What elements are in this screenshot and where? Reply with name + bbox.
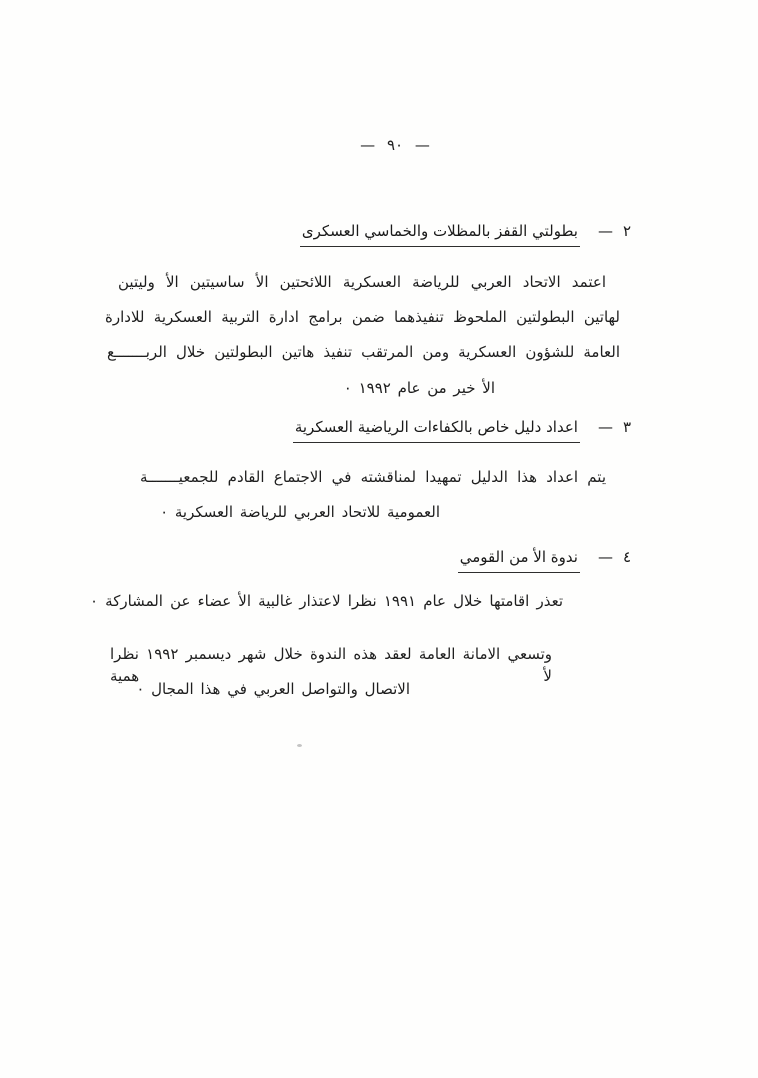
section-dash: — — [597, 418, 613, 436]
paragraph-line: الأ خير من عام ١٩٩٢ ٠ — [343, 379, 495, 397]
paragraph-line: لهاتين البطولتين الملحوظ تنفيذهما ضمن برامج ادارة التربية العسكرية للادارة — [105, 308, 620, 326]
section-heading-sports-guide — [293, 418, 631, 443]
paragraph-line: يتم اعداد هذا الدليل تمهيدا لمناقشته في الاجتماع القادم للجمعيـــــــة — [140, 468, 606, 486]
paragraph-line: العامة للشؤون العسكرية ومن المرتقب تنفيذ هاتين البطولتين خلال الربـــــــع — [107, 343, 620, 361]
section-number: ٤ — [622, 548, 631, 566]
section-number: ٣ — [622, 418, 631, 436]
section-dash: — — [597, 222, 613, 240]
paragraph-line: الاتصال والتواصل العربي في هذا المجال ٠ — [136, 680, 410, 698]
paragraph-line: وتسعي الامانة العامة لعقد هذه الندوة خلال شهر ديسمبر ١٩٩٢ نظرا لأ همية — [110, 645, 552, 685]
section-heading-parachute-pentathlon — [300, 222, 631, 247]
section-heading-national-security-seminar — [458, 548, 631, 573]
section-number: ٢ — [622, 222, 631, 240]
paragraph-line: اعتمد الاتحاد العربي للرياضة العسكرية اللائحتين الأ ساسيتين الأ وليتين — [118, 273, 606, 291]
section-dash: — — [597, 548, 613, 566]
page-number: — ٩٠ — — [360, 136, 430, 154]
scan-artifact-dot — [297, 744, 302, 747]
section-title: بطولتي القفز بالمظلات والخماسي العسكرى — [300, 222, 580, 247]
paragraph-line: تعذر اقامتها خلال عام ١٩٩١ نظرا لاعتذار غالبية الأ عضاء عن المشاركة ٠ — [90, 592, 563, 610]
paragraph-line: العمومية للاتحاد العربي للرياضة العسكرية ٠ — [160, 503, 440, 521]
section-title: اعداد دليل خاص بالكفاءات الرياضية العسكرية — [293, 418, 580, 443]
section-title: ندوة الأ من القومي — [458, 548, 580, 573]
